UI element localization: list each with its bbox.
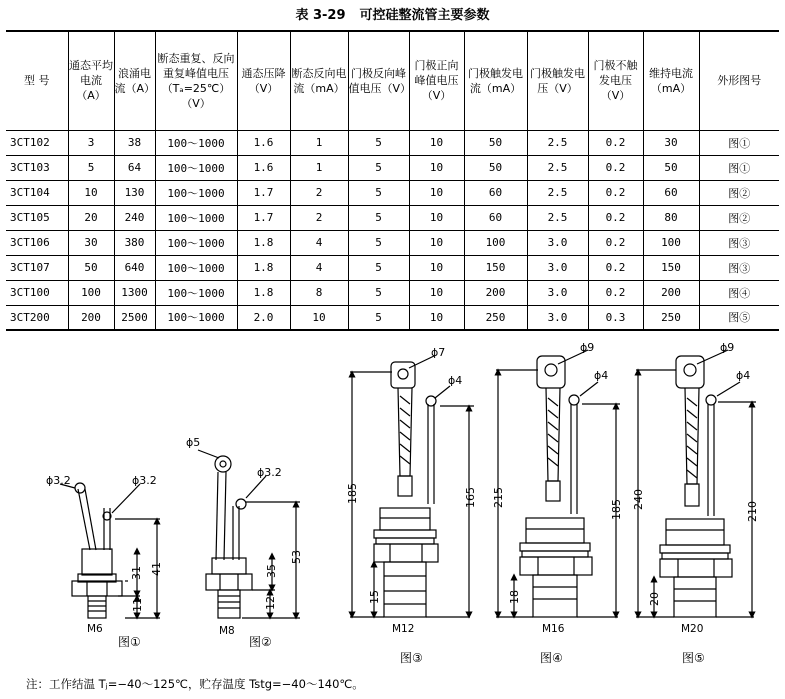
table-cell: 0.2	[588, 180, 643, 205]
table-cell: 100～1000	[155, 155, 237, 180]
column-header: 维持电流（mA）	[643, 31, 699, 130]
table-cell: 10	[409, 255, 464, 280]
table-cell: 2.5	[527, 130, 588, 155]
fig2-dim-35: 35	[265, 564, 278, 578]
column-header: 外形图号	[699, 31, 779, 130]
fig1-label: 图①	[118, 635, 141, 649]
table-cell: 100～1000	[155, 255, 237, 280]
header-row	[6, 31, 779, 130]
column-header: 型 号	[24, 74, 50, 88]
fig3-dim-185: 185	[346, 483, 359, 504]
outline-drawings-svg	[0, 336, 785, 672]
table-row	[6, 280, 779, 305]
table-cell: 5	[348, 230, 409, 255]
table-cell: 100～1000	[155, 130, 237, 155]
table-cell: 38	[114, 130, 155, 155]
table-cell: 0.2	[588, 130, 643, 155]
table-body	[6, 130, 779, 330]
table-cell: 10	[409, 155, 464, 180]
table-cell: 1.7	[237, 180, 290, 205]
fig3-thread: M12	[392, 623, 415, 635]
model-cell: 3CT102	[10, 136, 50, 149]
table-row	[6, 230, 779, 255]
table-cell: 240	[114, 205, 155, 230]
fig1-dim-pin2: ϕ3.2	[132, 474, 157, 487]
fig2-dim-53: 53	[290, 550, 303, 564]
table-cell: 60	[464, 180, 527, 205]
table-cell: 20	[68, 205, 114, 230]
column-header: 通态平均电流（A）	[68, 31, 114, 130]
column-header: 门极不触发电压（V）	[588, 31, 643, 130]
fig2-dim-pin1: ϕ5	[186, 436, 201, 449]
table-cell: 200	[643, 280, 699, 305]
table-cell: 5	[348, 205, 409, 230]
table-cell: 100～1000	[155, 180, 237, 205]
table-cell: 图⑤	[699, 305, 779, 330]
table-cell: 10	[409, 130, 464, 155]
table-cell: 100	[68, 280, 114, 305]
fig4-thread: M16	[542, 623, 565, 635]
table-cell: 100	[643, 230, 699, 255]
table-cell: 0.2	[588, 205, 643, 230]
table-cell: 30	[643, 130, 699, 155]
table-cell: 60	[643, 180, 699, 205]
table-cell: 250	[643, 305, 699, 330]
column-header: 门极正向峰值电压（V）	[409, 31, 464, 130]
fig5-dim-pin1: ϕ9	[720, 341, 735, 354]
table-cell: 3.0	[527, 255, 588, 280]
fig1-dim-41: 41	[150, 562, 163, 576]
fig4-dim-215: 215	[492, 487, 505, 508]
table-cell: 5	[348, 155, 409, 180]
table-cell: 10	[68, 180, 114, 205]
table-cell: 10	[409, 305, 464, 330]
table-row	[6, 305, 779, 330]
table-cell: 50	[464, 130, 527, 155]
table-row	[6, 255, 779, 280]
fig5-label: 图⑤	[682, 651, 705, 665]
table-cell: 3.0	[527, 280, 588, 305]
fig1-dim-11: 11	[131, 598, 144, 612]
figure-1-drawing	[60, 483, 160, 618]
table-cell: 250	[464, 305, 527, 330]
table-cell: 100～1000	[155, 230, 237, 255]
table-cell: 图②	[699, 180, 779, 205]
table-cell: 10	[409, 280, 464, 305]
table-cell: 10	[290, 305, 348, 330]
table-cell: 4	[290, 230, 348, 255]
table-cell: 80	[643, 205, 699, 230]
fig4-dim-pin1: ϕ9	[580, 341, 595, 354]
table-cell: 3	[68, 130, 114, 155]
table-cell: 2	[290, 180, 348, 205]
table-cell: 5	[348, 280, 409, 305]
table-cell: 4	[290, 255, 348, 280]
table-cell: 150	[643, 255, 699, 280]
table-cell: 130	[114, 180, 155, 205]
table-cell: 5	[348, 180, 409, 205]
fig4-label: 图④	[540, 651, 563, 665]
table-cell: 1	[290, 130, 348, 155]
table-cell: 0.3	[588, 305, 643, 330]
fig2-thread: M8	[219, 625, 235, 637]
table-cell: 2.5	[527, 155, 588, 180]
table-cell: 1.8	[237, 255, 290, 280]
table-cell: 3.0	[527, 230, 588, 255]
fig5-dim-240: 240	[632, 489, 645, 510]
table-row	[6, 155, 779, 180]
table-cell: 60	[464, 205, 527, 230]
table-cell: 1.7	[237, 205, 290, 230]
table-cell: 5	[68, 155, 114, 180]
figure-3-drawing	[350, 356, 474, 617]
fig4-dim-185: 185	[610, 499, 623, 520]
table-cell: 1300	[114, 280, 155, 305]
table-caption	[0, 4, 785, 23]
model-cell: 3CT103	[10, 161, 50, 174]
table-cell: 380	[114, 230, 155, 255]
fig3-dim-pin2: ϕ4	[448, 374, 463, 387]
table-cell: 1	[290, 155, 348, 180]
table-cell: 图④	[699, 280, 779, 305]
fig3-dim-pin1: ϕ7	[431, 346, 446, 359]
model-cell: 3CT105	[10, 211, 50, 224]
table-cell: 0.2	[588, 280, 643, 305]
fig2-label: 图②	[249, 635, 272, 649]
table-cell: 2.5	[527, 205, 588, 230]
table-cell: 200	[68, 305, 114, 330]
fig5-dim-210: 210	[746, 501, 759, 522]
table-cell: 0.2	[588, 155, 643, 180]
table-cell: 100～1000	[155, 280, 237, 305]
table-cell: 10	[409, 205, 464, 230]
table-cell: 0.2	[588, 255, 643, 280]
fig2-dim-pin2: ϕ3.2	[257, 466, 282, 479]
table-cell: 1.6	[237, 155, 290, 180]
table-cell: 2.5	[527, 180, 588, 205]
model-cell: 3CT107	[10, 261, 50, 274]
table-cell: 2	[290, 205, 348, 230]
table-title: 可控硅整流管主要参数	[359, 8, 490, 23]
model-cell: 3CT200	[10, 310, 50, 324]
fig3-label: 图③	[400, 651, 423, 665]
table-cell: 1.8	[237, 230, 290, 255]
fig1-thread: M6	[87, 623, 103, 635]
table-cell: 5	[348, 305, 409, 330]
table-cell: 图③	[699, 230, 779, 255]
column-header: 门极触发电流（mA）	[464, 31, 527, 130]
table-cell: 图②	[699, 205, 779, 230]
table-cell: 150	[464, 255, 527, 280]
fig1-dim-pin1: ϕ3.2	[46, 474, 71, 487]
figure-5-drawing	[636, 350, 756, 617]
table-cell: 5	[348, 255, 409, 280]
table-cell: 50	[464, 155, 527, 180]
outline-drawings	[0, 336, 785, 672]
fig1-dim-31: 31	[130, 566, 143, 580]
fig2-dim-12: 12	[264, 596, 277, 610]
table-cell: 100～1000	[155, 305, 237, 330]
fig5-thread: M20	[681, 623, 704, 635]
table-cell: 图③	[699, 255, 779, 280]
table-cell: 200	[464, 280, 527, 305]
column-header: 断态反向电流（mA）	[290, 31, 348, 130]
table-cell: 64	[114, 155, 155, 180]
model-cell: 3CT100	[10, 286, 50, 299]
table-cell: 1.6	[237, 130, 290, 155]
table-number: 表 3-29	[295, 8, 346, 23]
table-cell: 640	[114, 255, 155, 280]
table-cell: 100～1000	[155, 205, 237, 230]
model-cell: 3CT106	[10, 236, 50, 249]
table-row	[6, 180, 779, 205]
table-cell: 30	[68, 230, 114, 255]
table-row	[6, 130, 779, 155]
figure-4-drawing	[496, 350, 620, 617]
model-cell: 3CT104	[10, 186, 50, 199]
column-header: 门极反向峰值电压（V）	[348, 31, 409, 130]
table-header	[6, 31, 779, 130]
column-header: 通态压降（V）	[237, 31, 290, 130]
table-cell: 2.0	[237, 305, 290, 330]
parameter-table	[6, 30, 779, 331]
table-cell: 50	[643, 155, 699, 180]
footnote: 注：工作结温 Tⱼ=−40～125℃，贮存温度 Tstg=−40～140℃。	[26, 677, 364, 691]
column-header: 门极触发电压（V）	[527, 31, 588, 130]
table-cell: 2500	[114, 305, 155, 330]
fig5-dim-20: 20	[648, 592, 661, 606]
figure-2-drawing	[198, 450, 300, 618]
table-cell: 图①	[699, 155, 779, 180]
fig3-dim-165: 165	[464, 487, 477, 508]
fig4-dim-pin2: ϕ4	[594, 369, 609, 382]
table-cell: 10	[409, 180, 464, 205]
fig5-dim-pin2: ϕ4	[736, 369, 751, 382]
table-cell: 100	[464, 230, 527, 255]
table-cell: 8	[290, 280, 348, 305]
table-row	[6, 205, 779, 230]
table-cell: 5	[348, 130, 409, 155]
table-cell: 3.0	[527, 305, 588, 330]
fig3-dim-15: 15	[368, 590, 381, 604]
table-cell: 0.2	[588, 230, 643, 255]
table-cell: 图①	[699, 130, 779, 155]
fig4-dim-18: 18	[508, 590, 521, 604]
table-cell: 10	[409, 230, 464, 255]
table-cell: 1.8	[237, 280, 290, 305]
table-cell: 50	[68, 255, 114, 280]
column-header: 浪涌电流（A）	[114, 31, 155, 130]
column-header: 断态重复、反向重复峰值电压（Tₐ=25℃）（V）	[155, 31, 237, 130]
